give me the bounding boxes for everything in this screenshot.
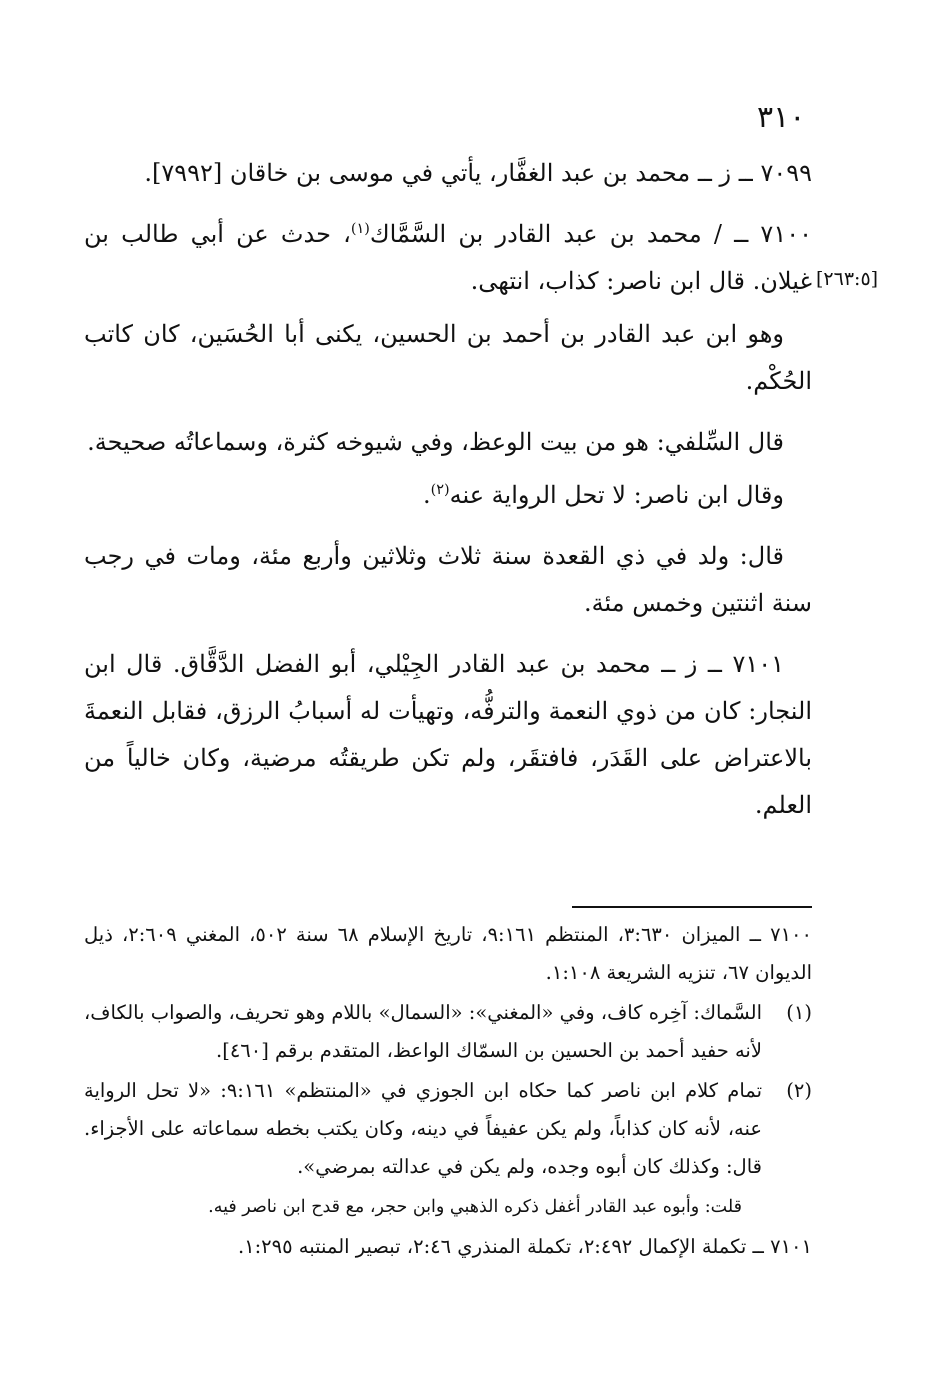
footnotes — [84, 916, 812, 1268]
entry-7100-paragraph-2: وهو ابن عبد القادر بن أحمد بن الحسين، يكنى أبا الحُسَين، كان كاتب الحُكْم. — [84, 320, 812, 395]
footnote-source-7100: ٧١٠٠ ــ الميزان ٣:٦٣٠، المنتظم ٩:١٦١، تاريخ الإسلام ٦٨ سنة ٥٠٢، المغني ٢:٦٠٩، ذيل الديوان ٦٧، تنزيه الشريعة ١:١٠٨. — [84, 923, 812, 984]
entry-7099: ٧٠٩٩ ــ ز ــ محمد بن عبد الغفَّار، يأتي في موسى بن خاقان [٧٩٩٢]. — [144, 159, 812, 187]
margin-reference: [٢٦٣:٥] — [816, 268, 879, 290]
footnote-ref-2: (٢) — [430, 482, 450, 498]
entry-7100: ٧١٠٠ ــ / محمد بن عبد القادر بن السَّمَّاك$^{(١)}$، حدث عن أبي طالب بن غيلان. قال ابن ناصر: كذاب، انتهى. — [84, 220, 812, 295]
footnote-divider — [572, 906, 812, 908]
footnote-source-7101: ٧١٠١ ــ تكملة الإكمال ٢:٤٩٢، تكملة المنذري ٢:٤٦، تبصير المنتبه ١:٢٩٥. — [237, 1235, 812, 1258]
footnote-2: (٢) تمام كلام ابن ناصر كما حكاه ابن الجوزي في «المنتظم» ٩:١٦١: «لا تحل الرواية عنه، لأنه كان كذاباً، ولم يكن عفيفاً في دينه، وكان يكتب بخطه سماعاته على الأجزاء. قال: وكذلك كان أبوه وجده، ولم يكن في عدالته بمرضي». — [84, 1072, 812, 1186]
main-text — [84, 150, 812, 843]
entry-7100-paragraph-4: وقال ابن ناصر: لا تحل الرواية عنه$^{(٢)}$. — [422, 481, 784, 509]
entry-7100-paragraph-5: قال: ولد في ذي القعدة سنة ثلاث وثلاثين وأربع مئة، ومات في رجب سنة اثنتين وخمس مئة. — [84, 542, 812, 617]
footnote-number: (١) — [786, 1001, 812, 1024]
page-number: ٣١٠ — [757, 100, 806, 135]
footnote-number: (٢) — [786, 1079, 812, 1102]
footnote-1: (١) السَّماك: آخِره كاف، وفي «المغني»: «السمال» باللام وهو تحريف، والصواب بالكاف، لأنه حفيد أحمد بن الحسين بن السمّاك الواعظ، المتقدم برقم [٤٦٠]. — [84, 994, 812, 1070]
entry-7101: ٧١٠١ ــ ز ــ محمد بن عبد القادر الجِيْلي، أبو الفضل الدَّقَّاق. قال ابن النجار: كان من ذوي النعمة والترفُّه، وتهيأت له أسبابُ الرزق، فقابل النعمةَ بالاعتراض على القَدَر، فافتقَر، ولم تكن طريقتُه مرضية، وكان خالياً من العلم. — [84, 650, 812, 819]
entry-7100-paragraph-3: قال السِّلفي: هو من بيت الوعظ، وفي شيوخه كثرة، وسماعاتُه صحيحة. — [87, 428, 784, 456]
footnote-ref-1: (١) — [350, 221, 370, 237]
footnote-remark: قلت: وأبوه عبد القادر أغفل ذكره الذهبي وابن حجر، مع قدح ابن ناصر فيه. — [208, 1197, 742, 1217]
